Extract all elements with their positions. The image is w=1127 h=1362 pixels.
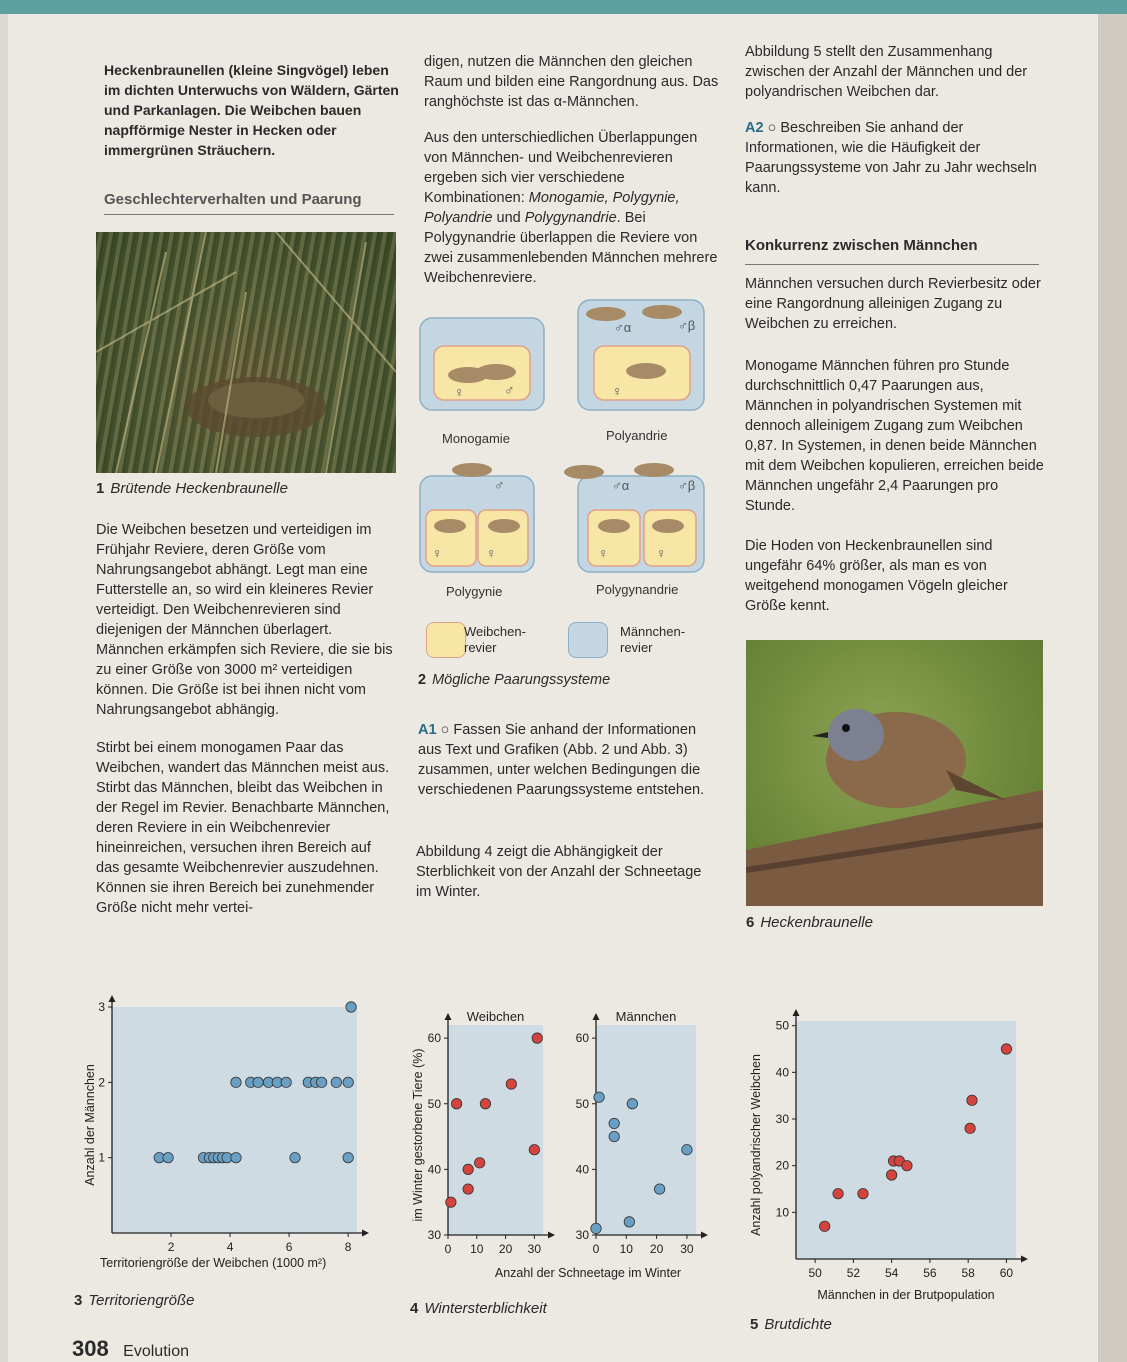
col2-paragraph-1: digen, nutzen die Männchen den gleichen Raum und bilden eine Rangordnung aus. Das ranghöchste ist das α-Männchen. bbox=[424, 54, 719, 110]
x-tick-label: 6 bbox=[285, 1240, 293, 1254]
col2-paragraph-2: Aus den unterschiedlichen Überlappungen von Männchen- und Weibchenrevieren ergeben sich vier verschiedene Kombinationen: Monogamie, Polygynie, Polyandrie und Polygynandrie. Bei Polygynandrie überlappen die Reviere von zwei zusammenlebenden Männchen mehrere Weibchenreviere. bbox=[424, 130, 718, 286]
nest-photo bbox=[96, 232, 396, 473]
x-axis-arrow bbox=[1021, 1256, 1028, 1263]
male-symbol: ♂ bbox=[494, 477, 505, 493]
legend-male-label: Männchen- revier bbox=[620, 624, 686, 655]
data-point bbox=[624, 1217, 634, 1227]
data-point bbox=[609, 1118, 619, 1128]
y-tick-label: 20 bbox=[775, 1158, 789, 1173]
y-tick-label: 50 bbox=[427, 1096, 441, 1111]
data-point bbox=[967, 1095, 977, 1105]
label-polygynandrie: Polygynandrie bbox=[596, 582, 679, 597]
col3-paragraph-3: Monogame Männchen führen pro Stunde durchschnittlich 0,47 Paarungen aus, Männchen in polyandrischen Systemen mit dennoch alleinigem Zugang zum Weibchen 0,87. In Systemen, in denen beide Männchen mit dem Weibchen kopulieren, erreichen beide Männchen ungefähr 2,4 Paarungen pro Stunde. bbox=[745, 358, 1044, 514]
figure4-caption: 4 Wintersterblichkeit bbox=[410, 1300, 547, 1317]
data-point bbox=[858, 1188, 868, 1198]
dunnock-photo bbox=[746, 640, 1043, 906]
dunnock-illustration bbox=[746, 640, 1043, 906]
female-symbol: ♀ bbox=[486, 545, 497, 561]
y-tick-label: 60 bbox=[575, 1031, 589, 1046]
x-tick-label: 8 bbox=[344, 1240, 352, 1254]
x-tick-label: 10 bbox=[470, 1242, 484, 1256]
data-point bbox=[231, 1077, 241, 1087]
y-tick-label: 2 bbox=[98, 1075, 105, 1090]
diagram-caption: 2 Mögliche Paarungssysteme bbox=[418, 672, 611, 688]
female-symbol: ♀ bbox=[598, 545, 609, 561]
data-point bbox=[346, 1002, 356, 1012]
label-monogamie: Monogamie bbox=[442, 431, 510, 446]
bird-icon bbox=[564, 465, 604, 479]
y-tick-label: 30 bbox=[427, 1228, 441, 1242]
x-tick-label: 4 bbox=[226, 1240, 234, 1254]
bird-icon bbox=[452, 463, 492, 477]
y-tick-label: 50 bbox=[575, 1096, 589, 1111]
y-axis-label: Anzahl der Männchen bbox=[83, 1064, 97, 1186]
data-point bbox=[316, 1077, 326, 1087]
x-tick-label: 10 bbox=[619, 1242, 633, 1256]
y-axis-arrow bbox=[593, 1013, 600, 1020]
bird-icon bbox=[434, 519, 466, 533]
data-point bbox=[446, 1197, 456, 1207]
data-point bbox=[253, 1077, 263, 1087]
data-point bbox=[343, 1077, 353, 1087]
winter-mortality-chart bbox=[400, 985, 730, 1285]
data-point bbox=[833, 1188, 843, 1198]
col3-heading-rule bbox=[745, 264, 1039, 265]
female-symbol: ♀ bbox=[454, 384, 465, 400]
bird-icon bbox=[626, 363, 666, 379]
x-axis-arrow bbox=[548, 1232, 555, 1239]
chart-title: Männchen bbox=[615, 1009, 677, 1024]
col2-paragraph-3: Abbildung 4 zeigt die Abhängigkeit der Sterblichkeit von der Anzahl der Schneetage im Winter. bbox=[416, 844, 702, 900]
x-axis-arrow bbox=[362, 1230, 369, 1237]
y-tick-label: 30 bbox=[775, 1112, 789, 1126]
male-alpha-symbol: ♂α bbox=[612, 478, 630, 493]
label-polygynie: Polygynie bbox=[446, 584, 503, 599]
data-point bbox=[965, 1123, 975, 1133]
bird-icon bbox=[634, 463, 674, 477]
plot-area bbox=[596, 1025, 696, 1235]
female-symbol: ♀ bbox=[656, 545, 667, 561]
figure3-caption: 3 Territoriengröße bbox=[74, 1292, 195, 1309]
intro-text: Heckenbraunellen (kleine Singvögel) leben im dichten Unterwuchs von Wäldern, Gärten und Parkanlagen. Die Weibchen bauen napfförmige Nester in Hecken oder immergrünen Sträuchern. bbox=[104, 62, 399, 158]
female-symbol: ♀ bbox=[612, 383, 623, 399]
y-tick-label: 40 bbox=[427, 1162, 441, 1177]
task-a1: A1 ○ Fassen Sie anhand der Informationen aus Text und Grafiken (Abb. 2 und Abb. 3) zusammen, unter welchen Bedingungen die verschiedenen Paarungssysteme entstehen. bbox=[418, 722, 705, 798]
y-tick-label: 1 bbox=[98, 1150, 105, 1165]
x-tick-label: 60 bbox=[999, 1266, 1014, 1280]
photo1-caption: 1 Brütende Heckenbraunelle bbox=[96, 480, 288, 497]
plot-area bbox=[448, 1025, 543, 1235]
data-point bbox=[591, 1223, 601, 1233]
data-point bbox=[163, 1152, 173, 1162]
x-tick-label: 54 bbox=[884, 1266, 899, 1280]
x-tick-label: 30 bbox=[527, 1242, 542, 1256]
x-tick-label: 2 bbox=[167, 1240, 175, 1254]
territory-size-chart bbox=[70, 985, 380, 1285]
col1-paragraph-2: Stirbt bei einem monogamen Paar das Weibchen, wandert das Männchen meist aus. Stirbt das Männchen, bleibt das Weibchen in der Regel im Revier. Benachbarte Männchen, deren Reviere in ein Weibchenrevier hineinreichen, versuchen ihren Bereich auf das gesamte Weibchenrevier auszudehnen. Können sie ihren Bereich bei zunehmender Größe nicht mehr vertei- bbox=[96, 740, 390, 916]
x-tick-label: 20 bbox=[649, 1242, 664, 1256]
y-tick-label: 50 bbox=[775, 1018, 789, 1033]
y-tick-label: 10 bbox=[775, 1205, 789, 1220]
y-axis-arrow bbox=[793, 1009, 800, 1016]
data-point bbox=[231, 1152, 241, 1162]
x-tick-label: 50 bbox=[808, 1266, 822, 1280]
plot-area bbox=[112, 1007, 357, 1233]
x-axis-label: Anzahl der Schneetage im Winter bbox=[494, 1266, 682, 1280]
data-point bbox=[529, 1144, 539, 1154]
top-color-band bbox=[0, 0, 1127, 14]
section-heading: Geschlechterverhalten und Paarung bbox=[104, 191, 362, 208]
bird-icon bbox=[598, 519, 630, 533]
data-point bbox=[902, 1160, 912, 1170]
legend-female-swatch bbox=[426, 622, 466, 658]
bird-icon bbox=[488, 519, 520, 533]
y-tick-label: 3 bbox=[98, 1000, 105, 1014]
label-polyandrie: Polyandrie bbox=[606, 428, 668, 443]
data-point bbox=[451, 1099, 461, 1109]
male-symbol: ♂ bbox=[504, 382, 515, 398]
figure5-caption: 5 Brutdichte bbox=[750, 1316, 832, 1333]
col3-paragraph-1: Abbildung 5 stellt den Zusammenhang zwischen der Anzahl der Männchen und der polyandrischen Weibchen dar. bbox=[745, 44, 1028, 100]
col3-paragraph-4: Die Hoden von Heckenbraunellen sind ungefähr 64% größer, als man es von weitgehend monogamen Vögeln gleicher Größe kennt. bbox=[745, 538, 1008, 614]
female-territory-polygynandrie bbox=[588, 510, 640, 566]
data-point bbox=[463, 1184, 473, 1194]
data-point bbox=[290, 1152, 300, 1162]
page-number: 308 bbox=[72, 1336, 109, 1361]
data-point bbox=[819, 1221, 829, 1231]
col1-paragraph-1: Die Weibchen besetzen und verteidigen im Frühjahr Reviere, deren Größe vom Nahrungsangebot abhängt. Legt man eine Futterstelle an, so wird ein kleineres Revier verteidigt. Den Weibchenrevieren sind diejenigen der Männchen überlagert. Männchen erkämpfen sich Reviere, die sie bis zu einer Größe von 3000 m² verteidigen können. Die Größe ist bei ihnen nicht vom Nahrungsangebot abhängig. bbox=[96, 522, 393, 718]
x-axis-arrow bbox=[701, 1232, 708, 1239]
data-point bbox=[609, 1131, 619, 1141]
x-tick-label: 0 bbox=[444, 1242, 452, 1256]
breeding-density-chart bbox=[740, 985, 1040, 1305]
data-point bbox=[627, 1099, 637, 1109]
data-point bbox=[654, 1184, 664, 1194]
x-axis-label: Männchen in der Brutpopulation bbox=[817, 1288, 995, 1302]
mating-systems-diagram bbox=[416, 296, 716, 656]
male-beta-symbol: ♂β bbox=[678, 478, 696, 493]
data-point bbox=[474, 1158, 484, 1168]
col3-paragraph-2: Männchen versuchen durch Revierbesitz oder eine Rangordnung alleinigen Zugang zu Weibchen zu erreichen. bbox=[745, 276, 1041, 332]
x-tick-label: 20 bbox=[498, 1242, 513, 1256]
y-axis-label: Anzahl polyandrischer Weibchen bbox=[749, 1054, 763, 1236]
data-point bbox=[886, 1170, 896, 1180]
data-point bbox=[463, 1164, 473, 1174]
x-tick-label: 52 bbox=[846, 1266, 861, 1280]
data-point bbox=[331, 1077, 341, 1087]
y-tick-label: 40 bbox=[775, 1065, 789, 1080]
x-tick-label: 58 bbox=[961, 1266, 975, 1280]
y-axis-arrow bbox=[109, 995, 116, 1002]
bird-icon bbox=[652, 519, 684, 533]
female-symbol: ♀ bbox=[432, 545, 443, 561]
chapter-name: Evolution bbox=[123, 1343, 189, 1360]
female-territory-polygynandrie bbox=[644, 510, 696, 566]
bird-icon bbox=[586, 307, 626, 321]
data-point bbox=[281, 1077, 291, 1087]
heading-rule bbox=[104, 214, 394, 215]
photo2-caption: 6 Heckenbraunelle bbox=[746, 914, 873, 931]
col3-heading: Konkurrenz zwischen Männchen bbox=[745, 237, 978, 254]
x-axis-label: Territoriengröße der Weibchen (1000 m²) bbox=[100, 1256, 327, 1270]
task-a2: A2 ○ Beschreiben Sie anhand der Informationen, wie die Häufigkeit der Paarungssysteme von Jahr zu Jahr wechseln kann. bbox=[745, 120, 1037, 196]
data-point bbox=[532, 1033, 542, 1043]
male-alpha-symbol: ♂α bbox=[614, 320, 632, 335]
nest-illustration bbox=[96, 232, 396, 473]
legend-female-label: Weibchen- revier bbox=[464, 624, 526, 655]
y-axis-arrow bbox=[445, 1013, 452, 1020]
x-tick-label: 30 bbox=[680, 1242, 694, 1256]
data-point bbox=[506, 1079, 516, 1089]
male-beta-symbol: ♂β bbox=[678, 318, 696, 333]
data-point bbox=[682, 1144, 692, 1154]
data-point bbox=[343, 1152, 353, 1162]
page-footer bbox=[72, 1336, 189, 1362]
bird-icon bbox=[476, 364, 516, 380]
y-tick-label: 40 bbox=[575, 1162, 589, 1177]
data-point bbox=[1001, 1044, 1011, 1054]
y-tick-label: 60 bbox=[427, 1031, 441, 1046]
y-tick-label: 30 bbox=[575, 1228, 589, 1242]
page-edge bbox=[1098, 14, 1127, 1362]
chart-title: Weibchen bbox=[466, 1009, 525, 1024]
bird-icon bbox=[642, 305, 682, 319]
data-point bbox=[480, 1099, 490, 1109]
y-axis-label: im Winter gestorbene Tiere (%) bbox=[411, 1048, 425, 1222]
legend-male-swatch bbox=[568, 622, 608, 658]
x-tick-label: 56 bbox=[923, 1266, 937, 1280]
data-point bbox=[594, 1092, 604, 1102]
x-tick-label: 0 bbox=[592, 1242, 600, 1256]
